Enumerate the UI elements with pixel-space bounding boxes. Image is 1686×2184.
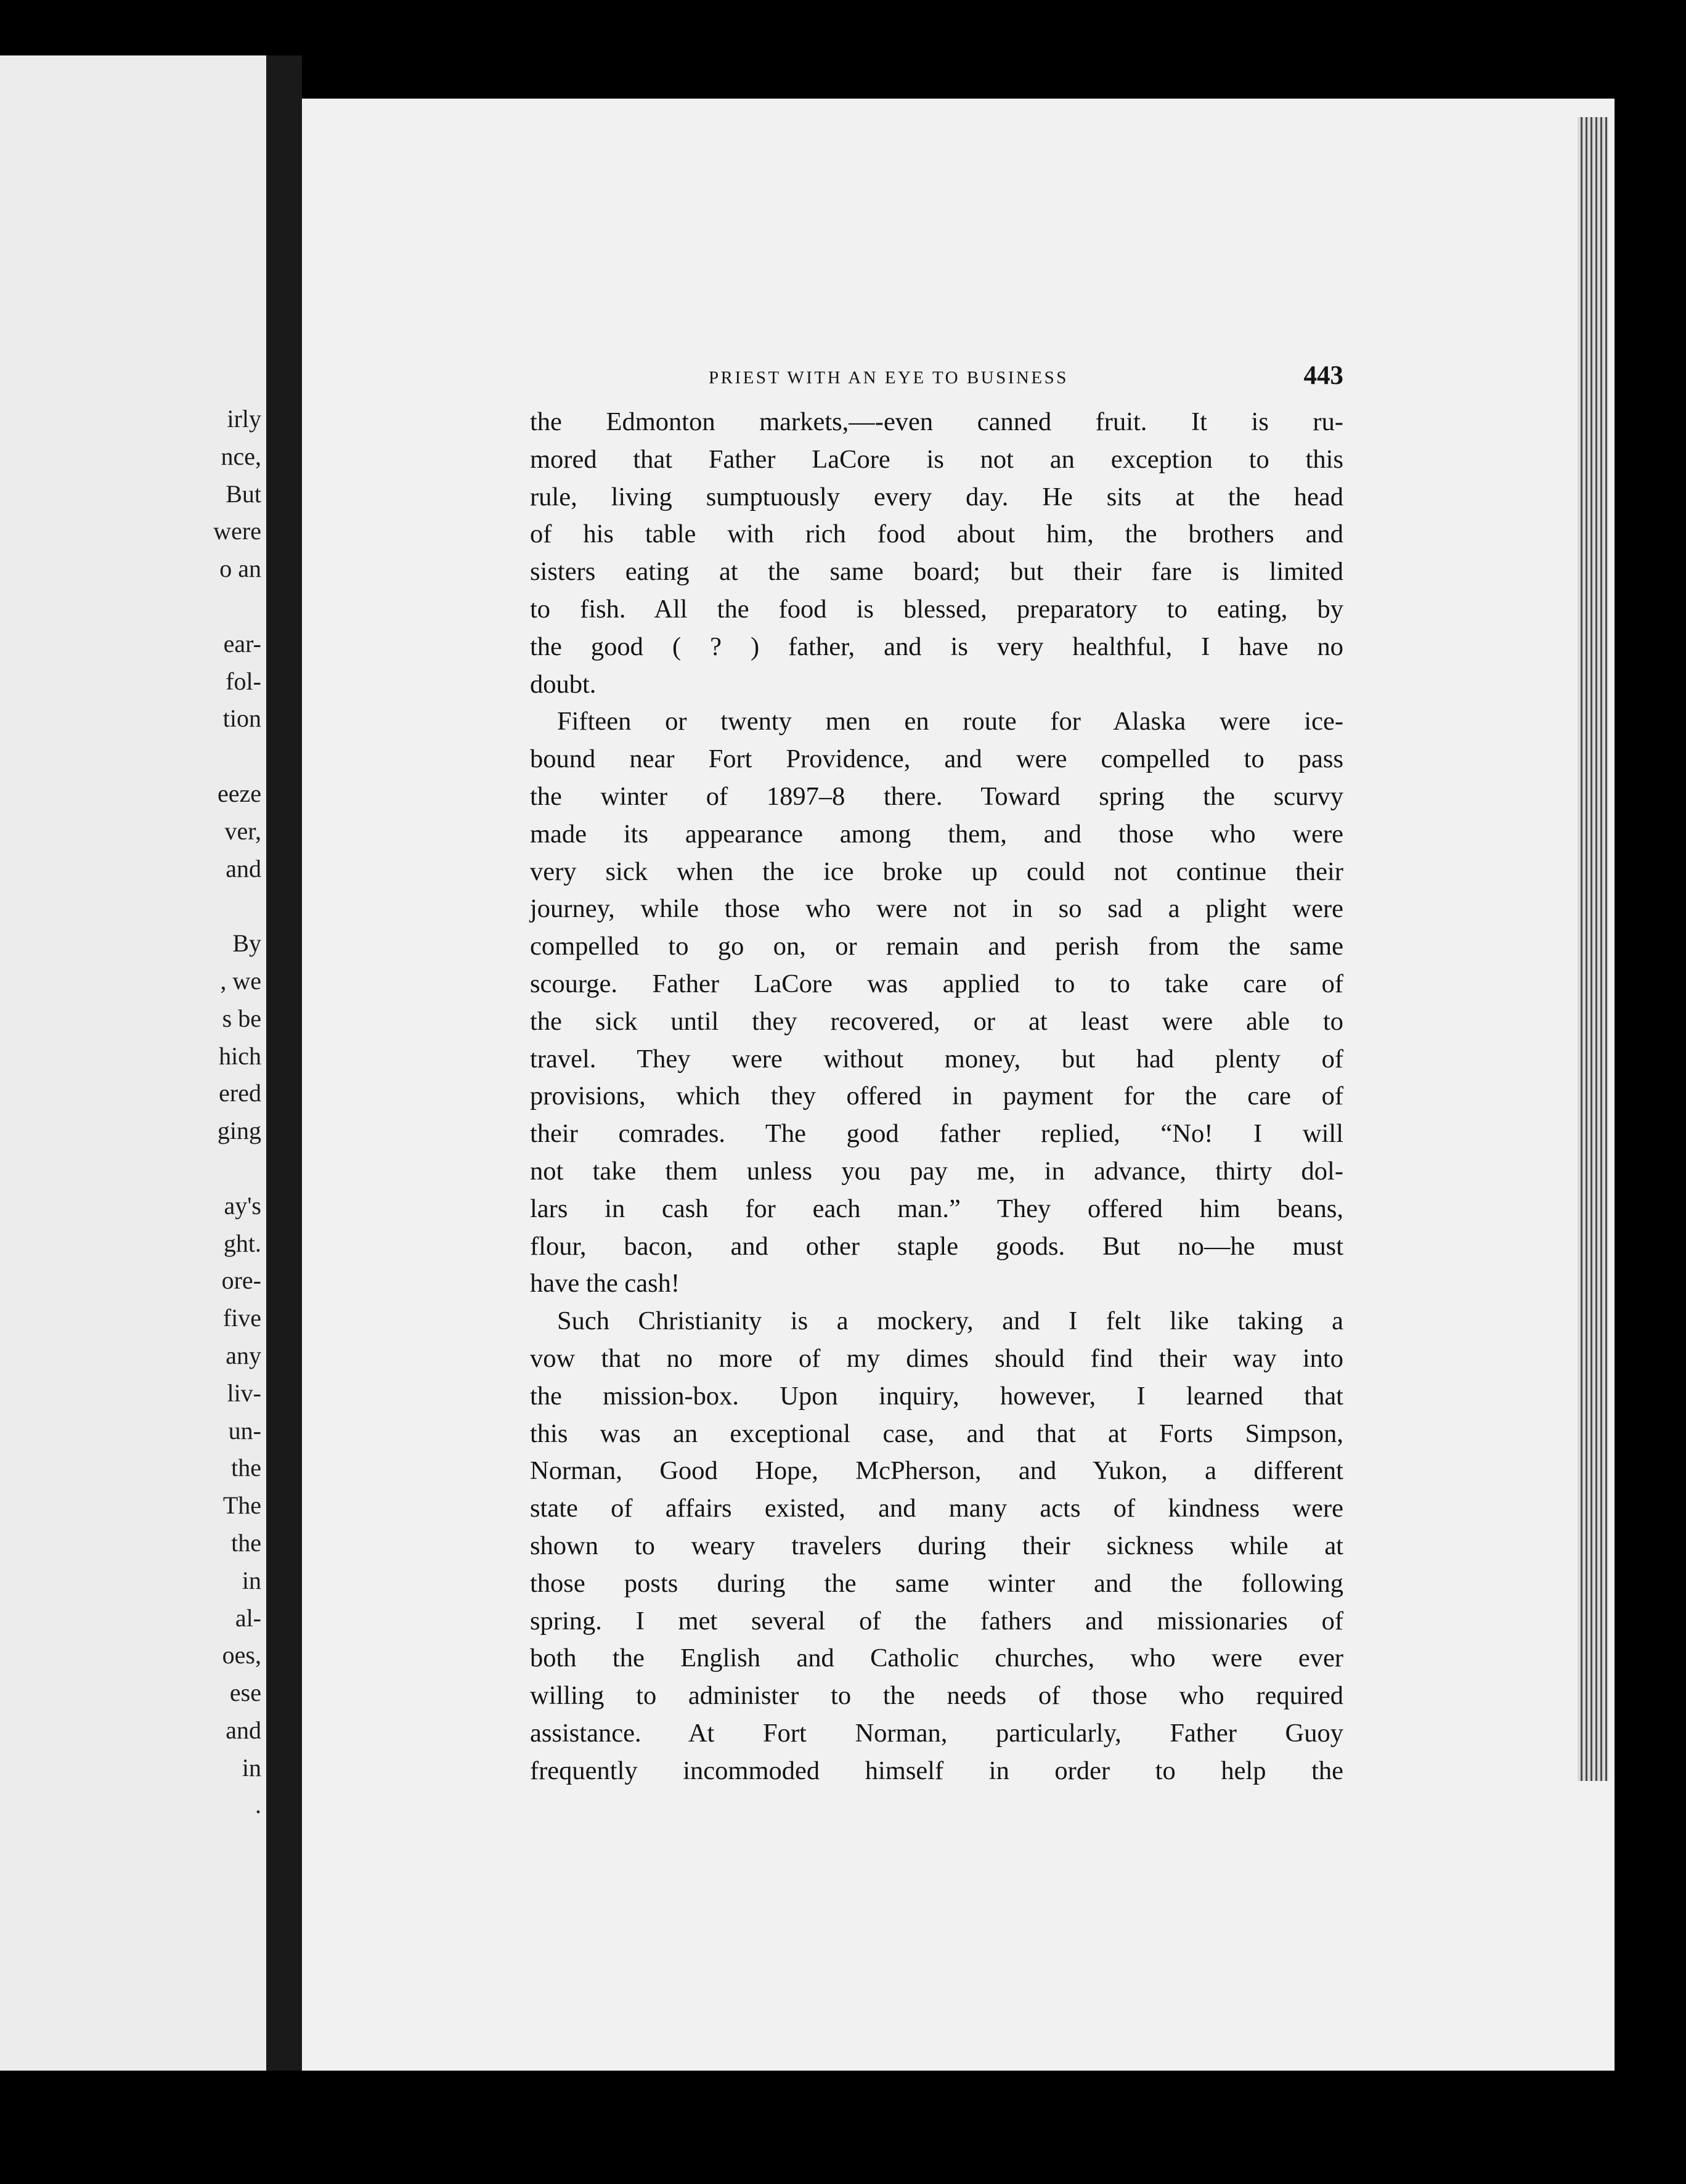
fragment-line: the [231, 1528, 261, 1557]
text-line: Fifteen or twenty men en route for Alaska were ice- [557, 707, 1343, 736]
book-gutter [266, 55, 302, 2071]
text-line: state of affairs existed, and many acts of kindness were [530, 1494, 1343, 1523]
text-line: Such Christianity is a mockery, and I felt like taking a [557, 1306, 1343, 1336]
fragment-line: un- [228, 1416, 261, 1444]
fragment-line: five [222, 1304, 261, 1332]
fragment-line: ered [219, 1079, 261, 1107]
text-line: willing to administer to the needs of those who required [530, 1681, 1343, 1711]
running-head [530, 361, 1343, 404]
fragment-line: s be [222, 1004, 261, 1032]
fragment-line: . [255, 1791, 261, 1819]
text-line: the mission-box. Upon inquiry, however, I learned that [530, 1381, 1343, 1411]
text-line: the Edmonton markets,—-even canned fruit. It is ru- [530, 407, 1343, 436]
fragment-line: fol- [226, 667, 261, 695]
fragment-line: ging [217, 1117, 261, 1145]
text-line: sisters eating at the same board; but their fare is limited [530, 557, 1343, 587]
text-line: shown to weary travelers during their sickness while at [530, 1531, 1343, 1560]
fragment-line [213, 588, 261, 625]
fragment-line: ght. [223, 1229, 261, 1257]
text-line: scourge. Father LaCore was applied to to take care of [530, 969, 1343, 998]
fragment-line: al- [235, 1603, 261, 1632]
text-line: lars in cash for each man.” They offered him beans, [530, 1194, 1343, 1223]
fragment-line: nce, [221, 442, 261, 470]
page-content [530, 361, 1343, 1790]
text-line: very sick when the ice broke up could not continue their [530, 857, 1343, 886]
facing-page-left [0, 55, 277, 2071]
text-line: made its appearance among them, and those who were [530, 819, 1343, 849]
text-line: flour, bacon, and other staple goods. But no—he must [530, 1231, 1343, 1261]
fragment-line [213, 887, 261, 925]
text-line: doubt. [530, 669, 597, 699]
text-line: this was an exceptional case, and that at Forts Simpson, [530, 1419, 1343, 1448]
fragment-line: in [242, 1753, 261, 1782]
text-line: compelled to go on, or remain and perish from the same [530, 932, 1343, 961]
fragment-line: and [226, 1716, 261, 1744]
fragment-line [213, 738, 261, 775]
text-line: frequently incommoded himself in order to help the [530, 1756, 1343, 1785]
fragment-line: tion [222, 704, 261, 733]
text-line: the good ( ? ) father, and is very healthful, I have no [530, 632, 1343, 661]
fragment-line: ese [229, 1679, 261, 1707]
fragment-line: ore- [221, 1266, 261, 1295]
text-line: spring. I met several of the fathers and missionaries of [530, 1606, 1343, 1636]
page-number: 443 [1303, 361, 1343, 390]
fragment-line: were [213, 517, 261, 545]
text-line: bound near Fort Providence, and were compelled to pass [530, 744, 1343, 774]
page-edges [1578, 117, 1608, 1781]
body-text [530, 404, 1343, 1790]
fragment-line: ear- [223, 629, 261, 658]
text-line: provisions, which they offered in payment for the care of [530, 1082, 1343, 1111]
text-line: assistance. At Fort Norman, particularly, Father Guoy [530, 1718, 1343, 1748]
fragment-line: liv- [227, 1379, 261, 1407]
text-line: both the English and Catholic churches, who were ever [530, 1644, 1343, 1673]
fragment-line [213, 1150, 261, 1188]
fragment-line: eeze [217, 779, 261, 807]
text-line: not take them unless you pay me, in advance, thirty dol- [530, 1156, 1343, 1186]
text-line: those posts during the same winter and the following [530, 1568, 1343, 1598]
fragment-line: the [231, 1454, 261, 1482]
text-line: to fish. All the food is blessed, preparatory to eating, by [530, 594, 1343, 624]
text-line: journey, while those who were not in so sad a plight were [530, 894, 1343, 924]
text-line: Norman, Good Hope, McPherson, and Yukon, a different [530, 1456, 1343, 1486]
fragment-line: ay's [224, 1191, 261, 1220]
fragment-line: By [232, 929, 261, 958]
text-line: of his table with rich food about him, the brothers and [530, 520, 1343, 549]
running-title: PRIEST WITH AN EYE TO BUSINESS [709, 368, 1069, 388]
text-line: travel. They were without money, but had plenty of [530, 1044, 1343, 1074]
fragment-line: in [242, 1566, 261, 1594]
text-line: the sick until they recovered, or at least were able to [530, 1006, 1343, 1036]
fragment-line: any [226, 1341, 261, 1369]
fragment-line: o an [219, 555, 261, 583]
text-line: vow that no more of my dimes should find their way into [530, 1343, 1343, 1373]
text-line: their comrades. The good father replied, “No! I will [530, 1119, 1343, 1149]
fragment-line: hich [219, 1041, 261, 1070]
fragment-line: and [226, 854, 261, 882]
text-line: mored that Father LaCore is not an exception to this [530, 444, 1343, 474]
text-line: the winter of 1897–8 there. Toward spring the scurvy [530, 781, 1343, 811]
fragment-line: oes, [222, 1641, 261, 1669]
fragment-line: , we [220, 966, 261, 995]
text-line: rule, living sumptuously every day. He sits at the head [530, 482, 1343, 511]
fragment-line: The [222, 1491, 261, 1520]
fragment-line: irly [227, 405, 261, 433]
facing-page-text-fragments [213, 401, 261, 1824]
fragment-line: ver, [224, 817, 261, 845]
text-line: have the cash! [530, 1269, 680, 1298]
fragment-line: But [226, 479, 261, 508]
